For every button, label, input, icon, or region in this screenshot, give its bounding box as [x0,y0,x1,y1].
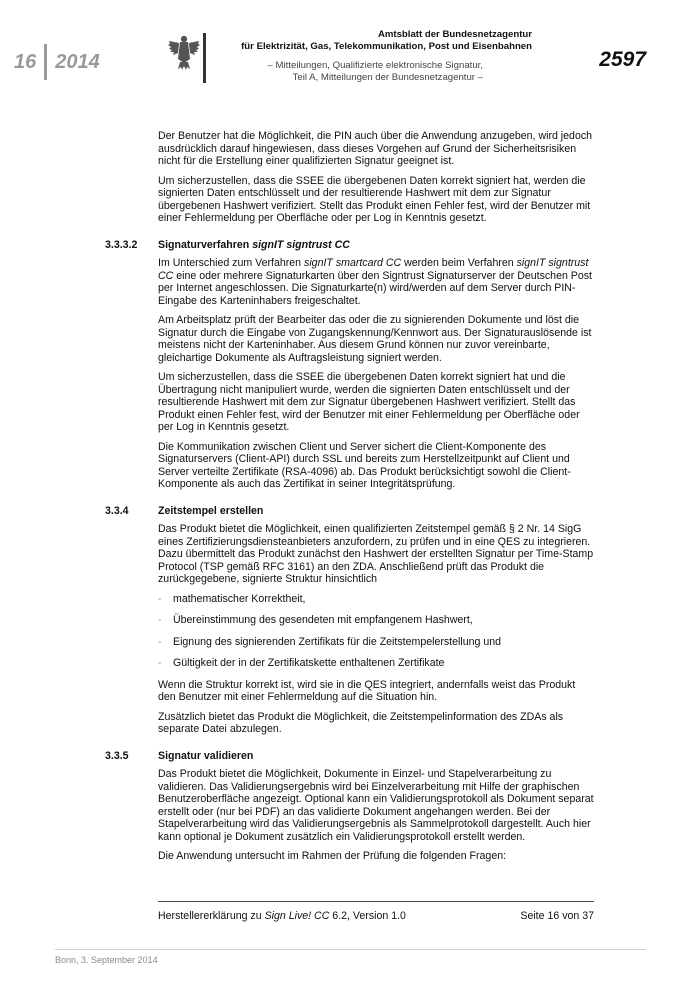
paragraph-signtrust-intro: Im Unterschied zum Verfahren signIT smartcard CC werden beim Verfahren signIT signtrust CC eine oder mehrere Signaturkarten über den Signtrust Signaturserver der Deutschen Post per Internet angeschlossen. Die Signaturkarte(n) wird/werden auf dem Server durch PIN-Eingabe des Karteninhabers freigeschaltet. [158,257,592,307]
section-number: 3.3.4 [105,504,129,517]
issue-year: 2014 [55,50,100,73]
paragraph-workplace: Am Arbeitsplatz prüft der Bearbeiter das oder die zu signierenden Dokumente und löst die Signatur durch die Eingabe von Zugangskennung/Kennwort aus. Der Signaturauslösende ist meistens nicht der Karteninhaber. Aus diesem Grund können nur zuvor vereinbarte, gleichartige Dokumente als Auftragsleistung signiert werden. [158,314,592,364]
issue-separator [44,44,47,80]
journal-title-line-1: Amtsblatt der Bundesnetzagentur [377,29,532,40]
publication-date: Bonn, 3. September 2014 [55,955,158,965]
paragraph-questions: Die Anwendung untersucht im Rahmen der Prüfung die folgenden Fragen: [158,850,507,862]
paragraph-structure-ok: Wenn die Struktur korrekt ist, wird sie in die QES integriert, andernfalls weist das Produkt den Benutzer mit einer Fehlermeldung auf die Situation hin. [158,678,576,703]
bottom-divider [55,949,646,950]
section-title: Zeitstempel erstellen [158,504,264,517]
list-item: - mathematischer Korrektheit, [158,593,594,606]
journal-title [210,29,532,52]
journal-subtitle-line-1: – Mitteilungen, Qualifizierte elektronische Signatur, [267,60,483,71]
check-list [158,593,594,670]
list-item: - Übereinstimmung des gesendeten mit empfangenem Hashwert, [158,614,594,627]
issue-number: 16 [14,50,37,73]
section-heading-334 [105,505,594,518]
paragraph-client-server: Die Kommunikation zwischen Client und Server sichert die Client-Komponente des Signaturservers (Client-API) durch SSL und bereits zum Herstellzeitpunkt auf Client und Server verteilte Zertifikate (RSA-4096) ab. Das Produkt berücksichtigt sowohl die Client-Komponente als auch das Zertifikat in seiner Integritätsprüfung. [158,440,571,490]
journal-title-line-2: für Elektrizität, Gas, Telekommunikation, Post und Eisenbahnen [241,40,532,52]
section-number: 3.3.3.2 [105,238,138,251]
section-title-product: signIT signtrust CC [252,238,350,251]
paragraph-separate-file: Zusätzlich bietet das Produkt die Möglichkeit, die Zeitstempelinformation des ZDAs als separate Datei abzulegen. [158,710,564,735]
paragraph-validation: Das Produkt bietet die Möglichkeit, Dokumente in Einzel- und Stapelverarbeitung zu validieren. Das Validierungsergebnis wird bei Einzelverarbeitung mit Hilfe der graphischen Benutzeroberfläche angezeigt. Optional kann ein Validierungsprotokoll als Dokument separat erstellt oder (nur bei PDF) an das validierte Dokument angehangen werden. Bei der Stapelverarbeitung wird das Validierungsergebnis als Sammelprotokoll dargestellt. Auch hier kann optional je Dokument zusätzlich ein Validierungsprotokoll erstellt werden. [158,768,594,843]
document-body [105,130,594,870]
list-item: - Gültigkeit der in der Zertifikatskette enthaltenen Zertifikate [158,657,594,670]
federal-eagle-icon [168,33,200,71]
page-number: 2597 [599,48,646,71]
journal-subtitle [210,60,483,83]
list-item: - Eignung des signierenden Zertifikats für die Zeitstempelerstellung und [158,636,594,649]
section-heading-3332 [105,239,594,252]
section-title: Signatur validieren [158,749,254,762]
footer-divider [158,901,594,902]
section-heading-335 [105,750,594,763]
footer-document-title: Herstellererklärung zu Sign Live! CC 6.2, Version 1.0 [158,910,406,922]
journal-subtitle-line-2: Teil A, Mitteilungen der Bundesnetzagentur – [292,71,483,83]
footer-page-count: Seite 16 von 37 [520,910,594,922]
section-title: Signaturverfahren signIT signtrust CC [158,238,350,251]
paragraph-timestamp-intro: Das Produkt bietet die Möglichkeit, einen qualifizierten Zeitstempel gemäß § 2 Nr. 14 SigG eines Zertifizierungsdiensteanbieters anzufordern, zu prüfen und in eine QES zu integrieren. Dazu übermittelt das Produkt zunächst den Hashwert der erstellten Signatur per Time-Stamp Protocol (TSP gemäß RFC 3161) an den ZDA. Anschließend prüft das Produkt die zurückgegebene, signierte Struktur hinsichtlich [158,523,594,585]
paragraph-pin-hint: Der Benutzer hat die Möglichkeit, die PIN auch über die Anwendung anzugeben, wird jedoch ausdrücklich darauf hingewiesen, dass dieses Vorgehen auf Grund der Sicherheitsrisiken nicht für die Erstellung einer qualifizierten Signatur geeignet ist. [158,130,593,167]
section-number: 3.3.5 [105,749,129,762]
issue-label [14,44,100,80]
header-divider [203,33,206,83]
paragraph-ssee-verify: Um sicherzustellen, dass die SSEE die übergebenen Daten korrekt signiert hat, werden die signierten Daten entschlüsselt und der resultierende Hashwert mit dem zur Signatur übergebenen Hashwert verifiziert. Stellt das Produkt einen Fehler fest, wird der Benutzer mit einer Fehlermeldung per Oberfläche oder per Log in Kenntnis gesetzt. [158,174,591,224]
footer-product-name: Sign Live! CC [264,910,330,922]
page-footer [158,910,594,922]
paragraph-manipulation: Um sicherzustellen, dass die SSEE die übergebenen Daten korrekt signiert hat und die Übertragung nicht manipuliert wurde, werden die signierten Daten entschlüsselt und der resultierende Hashwert mit dem zur Signatur übergebenen Hashwert verifiziert. Stellt das Produkt einen Fehler fest, wird der Benutzer mit einer Fehlermeldung per Oberfläche oder per Log in Kenntnis gesetzt. [158,371,580,433]
